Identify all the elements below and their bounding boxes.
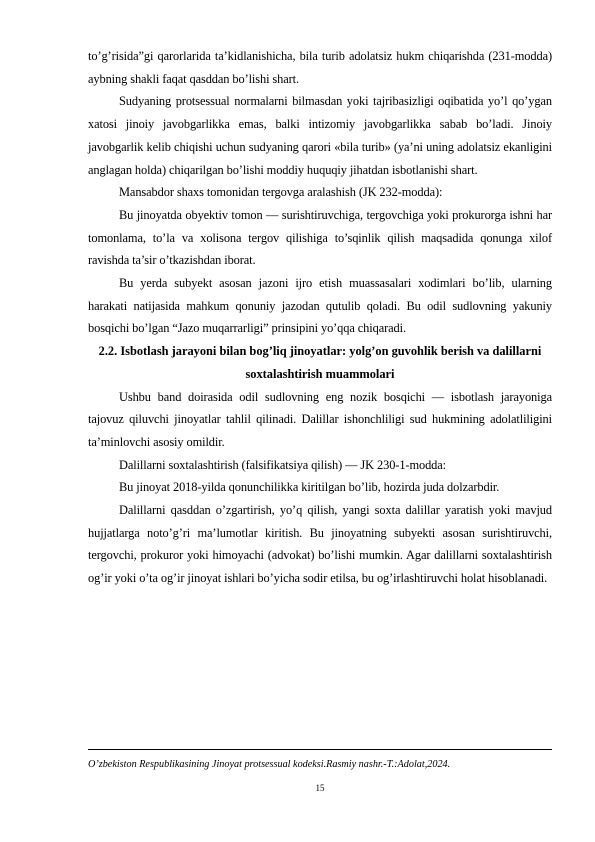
paragraph-continuation: to’g’risida”gi qarorlarida ta’kidlanishicha, bila turib adolatsiz hukm chiqarishda (231-modda) aybning shakli faqat qasddan bo’lishi shart.	[88, 49, 552, 86]
body-text	[88, 45, 552, 590]
paragraph-2018: Bu jinoyat 2018-yilda qonunchilikka kiritilgan bo’lib, hozirda juda dolzarbdir.	[119, 480, 500, 495]
paragraph-article-230-1: Dalillarni soxtalashtirish (falsifikatsiya qilish) — JK 230-1-modda:	[119, 457, 447, 472]
footnote-divider	[88, 749, 552, 750]
paragraph-article-232: Mansabdor shaxs tomonidan tergovga aralashish (JK 232-modda):	[119, 185, 443, 200]
paragraph-subject: Bu yerda subyekt asosan jazoni ijro etish muassasalari xodimlari bo’lib, ularning harakati natijasida mahkum qonuniy jazodan qutulib qoladi. Bu odil sudlovning yakuniy bosqichi bo’lgan “Jazo muqarrarligi” prinsipini yo’qqa chiqaradi.	[88, 276, 552, 336]
footnote: O’zbekiston Respublikasining Jinoyat protsessual kodeksi.Rasmiy nashr.-T.:Adolat,2024.	[88, 759, 451, 770]
paragraph-judge-error: Sudyaning protsessual normalarni bilmasdan yoki tajribasizligi oqibatida yo’l qo’ygan xatosi jinoiy javobgarlikka emas, balki intizomiy javobgarlikka sabab bo’ladi. Jinoiy javobgarlik kelib chiqishi uchun sudyaning qarori «bila turib» (ya’ni uning adolatsiz ekanligini anglagan holda) chiqarilgan bo’lishi moddiy huquqiy jihatdan isbotlanishi shart.	[88, 94, 552, 177]
section-heading: 2.2. Isbotlash jarayoni bilan bog’liq jinoyatlar: yolg’on guvohlik berish va dalillarni soxtalashtirish muammolari	[98, 344, 542, 381]
paragraph-falsification: Dalillarni qasddan o’zgartirish, yo’q qilish, yangi soxta dalillar yaratish yoki mavjud hujjatlarga noto’g’ri ma’lumotlar kiritish. Bu jinoyatning subyekti asosan surishtiruvchi, tergovchi, prokuror yoki himoyachi (advokat) bo’lishi mumkin. Agar dalillarni soxtalashtirish og’ir yoki o’ta og’ir jinoyat ishlari bo’yicha sodir etilsa, bu og’irlashtiruvchi holat hisoblanadi.	[88, 503, 552, 586]
paragraph-section-intro: Ushbu band doirasida odil sudlovning eng nozik bosqichi — isbotlash jarayoniga tajovuz qiluvchi jinoyatlar tahlil qilinadi. Dalillar ishonchliligi sud hukmining adolatliligini ta’minlovchi asosiy omildir.	[88, 389, 552, 449]
paragraph-objective-side: Bu jinoyatda obyektiv tomon — surishtiruvchiga, tergovchiga yoki prokurorga ishni har tomonlama, to’la va xolisona tergov qilishiga to’sqinlik qilish maqsadida qonunga xilof ravishda ta’sir o’tkazishdan iborat.	[88, 207, 552, 268]
page-number: 15	[315, 783, 325, 793]
